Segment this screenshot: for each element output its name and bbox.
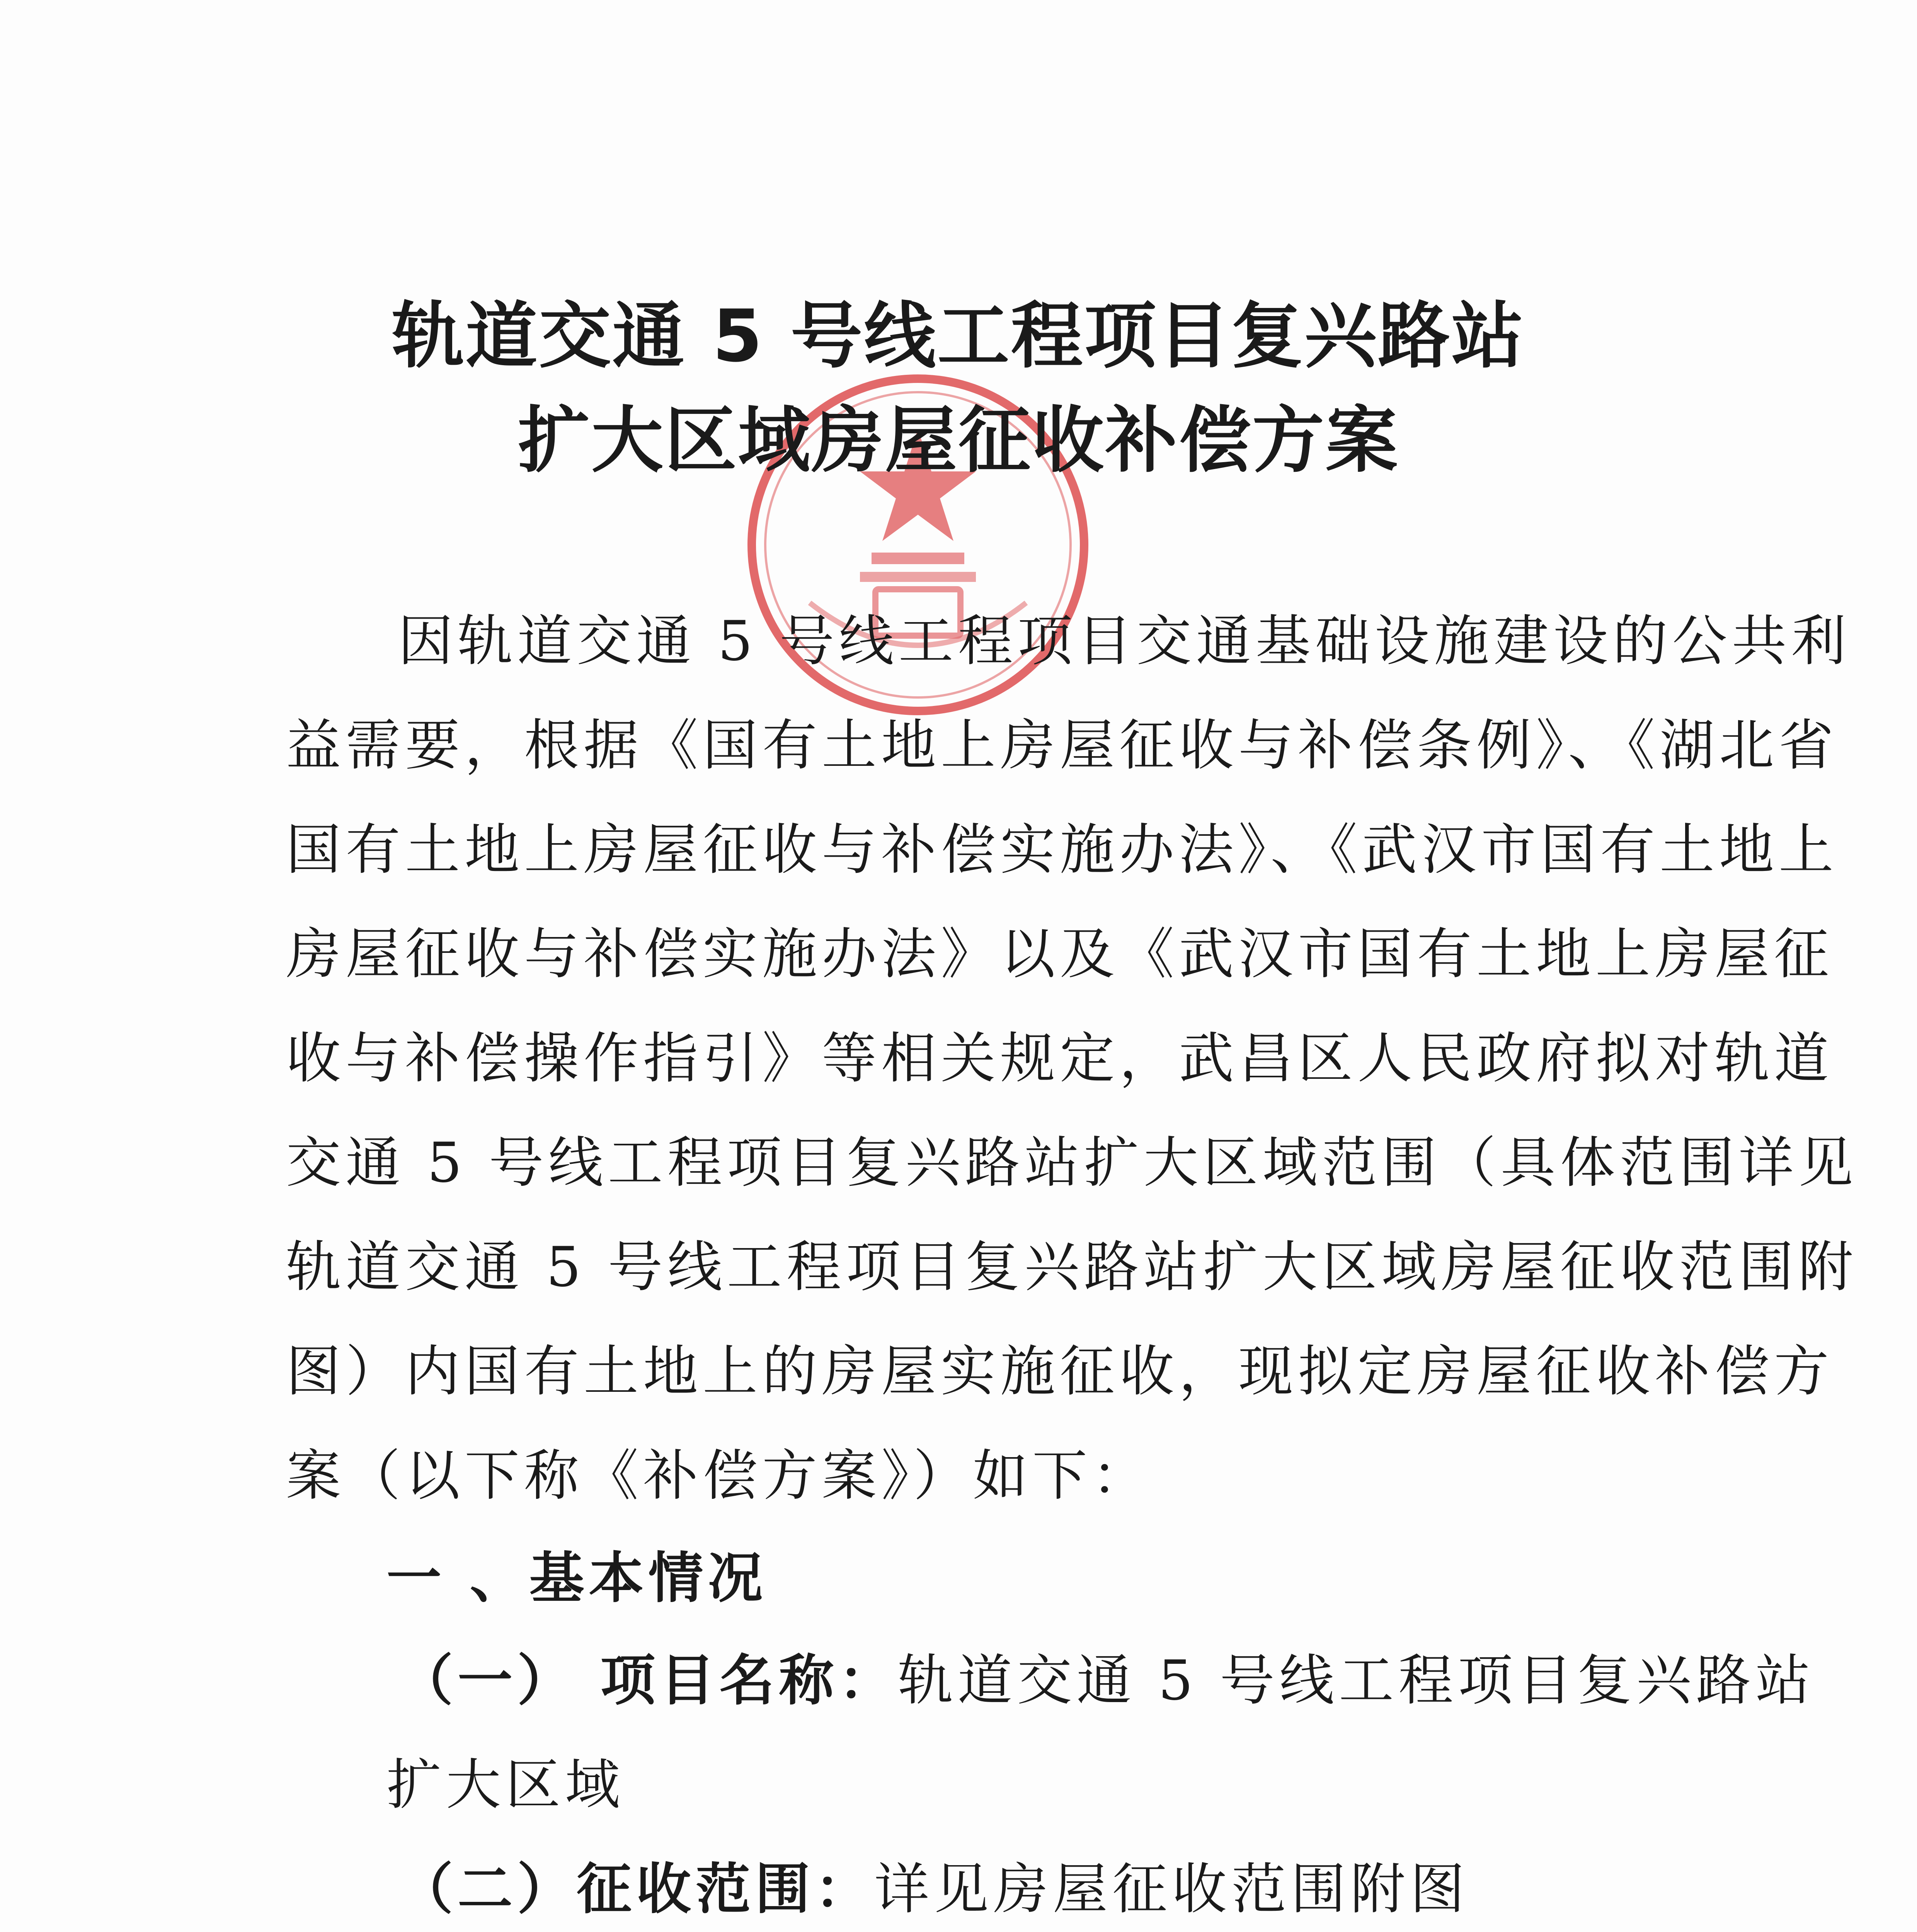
item-1-value: 轨道交通 5 号线工程项目复兴路站: [898, 1649, 1815, 1713]
intro-line: 收与补偿操作指引》等相关规定，武昌区人民政府拟对轨道: [286, 1027, 1834, 1090]
intro-line: 国有土地上房屋征收与补偿实施办法》、《武汉市国有土地上: [286, 818, 1838, 882]
document-title-line-2: 扩大区域房屋征收补偿方案: [518, 398, 1399, 482]
intro-line: 房屋征收与补偿实施办法》以及《武汉市国有土地上房屋征: [286, 922, 1834, 986]
intro-line: 因轨道交通 5 号线工程项目交通基础设施建设的公共利: [398, 609, 1851, 673]
section-heading: 一 、基本情况: [386, 1546, 768, 1610]
item-1: [398, 1646, 1815, 1716]
intro-line: 案（以下称《补偿方案》）如下：: [286, 1444, 1151, 1508]
item-2: [398, 1855, 1469, 1924]
intro-line: 交通 5 号线工程项目复兴路站扩大区域范围（具体范围详见: [286, 1131, 1858, 1195]
item-1-value-cont: 扩大区域: [386, 1753, 625, 1817]
item-2-value: 详见房屋征收范围附图: [874, 1857, 1469, 1921]
intro-line: 轨道交通 5 号线工程项目复兴路站扩大区域房屋征收范围附: [286, 1235, 1858, 1299]
item-2-label: （二）征收范围：: [398, 1857, 874, 1921]
intro-line: 图）内国有土地上的房屋实施征收，现拟定房屋征收补偿方: [286, 1340, 1834, 1403]
intro-line: 益需要，根据《国有土地上房屋征收与补偿条例》、《湖北省: [286, 714, 1838, 777]
document-title-line-1: 轨道交通 5 号线工程项目复兴路站: [392, 294, 1525, 378]
item-1-label: （一） 项目名称：: [398, 1649, 898, 1713]
